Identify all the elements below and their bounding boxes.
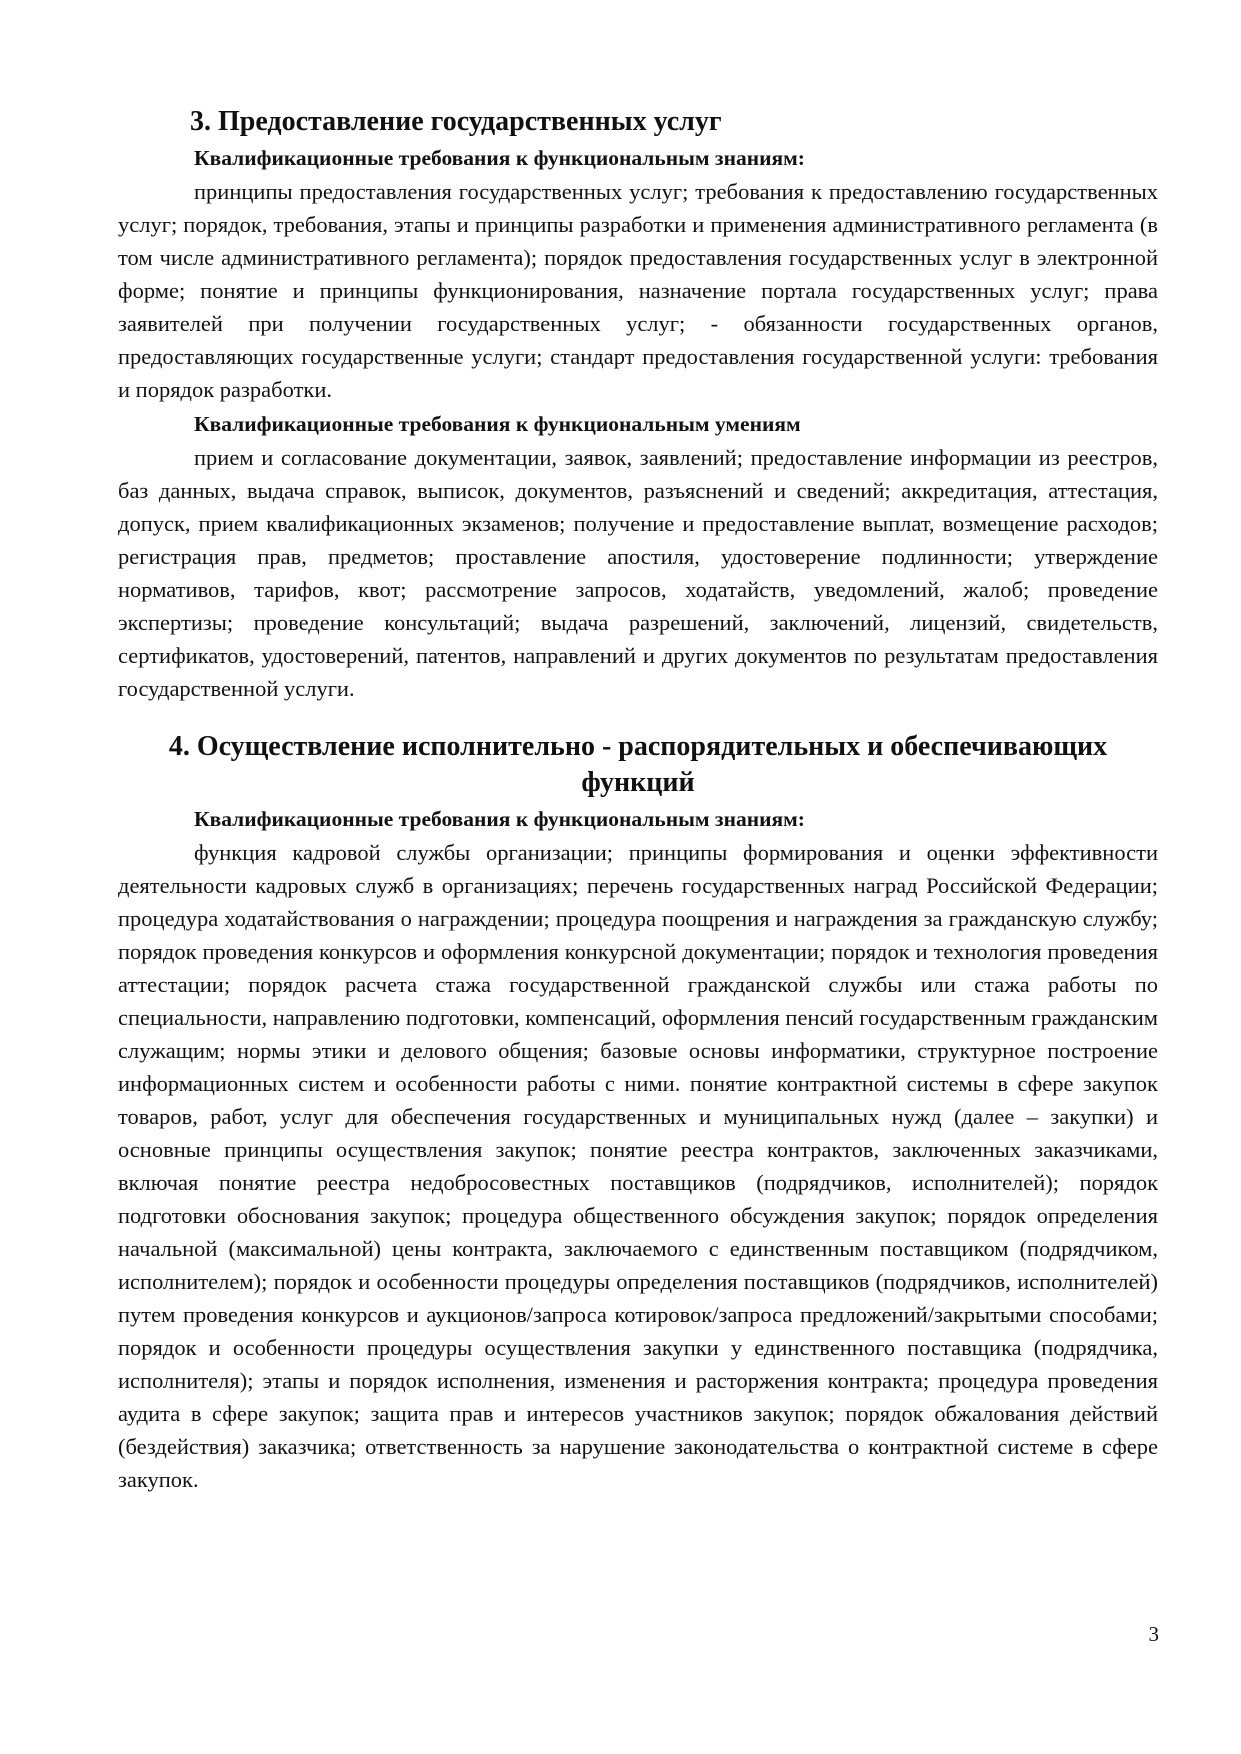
section-4 (118, 729, 1158, 1496)
section-3-knowledge-heading: Квалификационные требования к функциональным знаниям: (194, 146, 805, 170)
section-4-title: 4. Осуществление исполнительно - распорядительных и обеспечивающих функций (168, 731, 1108, 798)
section-3-skills-heading: Квалификационные требования к функциональным умениям (194, 412, 801, 436)
page-number: 3 (1148, 1622, 1159, 1646)
section-4-knowledge-heading: Квалификационные требования к функциональным знаниям: (194, 807, 805, 831)
section-3-skills-text: прием и согласование документации, заявок, заявлений; предоставление информации из реестров, баз данных, выдача справок, выписок, документов, разъяснений и сведений; аккредитация, аттестация, допуск, прием квалификационных экзаменов; получение и предоставление выплат, возмещение расходов; регистрация прав, предметов; проставление апостиля, удостоверение подлинности; утверждение нормативов, тарифов, квот; рассмотрение запросов, ходатайств, уведомлений, жалоб; проведение экспертизы; проведение консультаций; выдача разрешений, заключений, лицензий, свидетельств, сертификатов, удостоверений, патентов, направлений и других документов по результатам предоставления государственной услуги. (118, 445, 1158, 701)
document-page (118, 104, 1158, 1496)
section-4-knowledge-text: функция кадровой службы организации; принципы формирования и оценки эффективности деятельности кадровых служб в организациях; перечень государственных наград Российской Федерации; процедура ходатайствования о награждении; процедура поощрения и награждения за гражданскую службу; порядок проведения конкурсов и оформления конкурсной документации; порядок и технология проведения аттестации; порядок расчета стажа государственной гражданской службы или стажа работы по специальности, направлению подготовки, компенсаций, оформления пенсий государственным гражданским служащим; нормы этики и делового общения; базовые основы информатики, структурное построение информационных систем и особенности работы с ними. понятие контрактной системы в сфере закупок товаров, работ, услуг для обеспечения государственных и муниципальных нужд (далее – закупки) и основные принципы осуществления закупок; понятие реестра контрактов, заключенных заказчиками, включая понятие реестра недобросовестных поставщиков (подрядчиков, исполнителей); порядок подготовки обоснования закупок; процедура общественного обсуждения закупок; порядок определения начальной (максимальной) цены контракта, заключаемого с единственным поставщиком (подрядчиком, исполнителем); порядок и особенности процедуры определения поставщиков (подрядчиков, исполнителей) путем проведения конкурсов и аукционов/запроса котировок/запроса предложений/закрытыми способами; порядок и особенности процедуры осуществления закупки у единственного поставщика (подрядчика, исполнителя); этапы и порядок исполнения, изменения и расторжения контракта; процедура проведения аудита в сфере закупок; защита прав и интересов участников закупок; порядок обжалования действий (бездействия) заказчика; ответственность за нарушение законодательства о контрактной системе в сфере закупок. (118, 840, 1158, 1492)
section-3 (118, 104, 1158, 705)
section-spacer (118, 705, 1158, 729)
section-3-knowledge-text: принципы предоставления государственных услуг; требования к предоставлению государственных услуг; порядок, требования, этапы и принципы разработки и применения административного регламента (в том числе административного регламента); порядок предоставления государственных услуг в электронной форме; понятие и принципы функционирования, назначение портала государственных услуг; права заявителей при получении государственных услуг; - обязанности государственных органов, предоставляющих государственные услуги; стандарт предоставления государственной услуги: требования и порядок разработки. (118, 179, 1158, 402)
section-3-title: 3. Предоставление государственных услуг (190, 106, 722, 137)
